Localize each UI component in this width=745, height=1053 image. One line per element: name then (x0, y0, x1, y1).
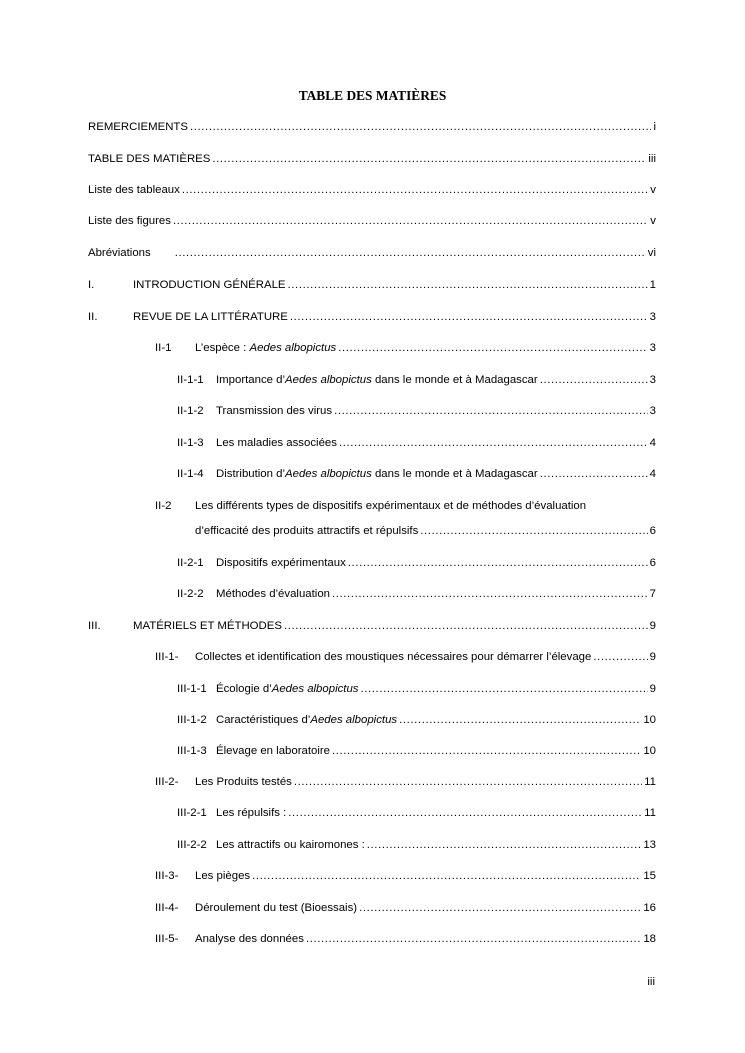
toc-entry-page: 18 (643, 933, 656, 945)
toc-entry-number: III-1-1 (177, 683, 207, 695)
toc-leader (306, 932, 641, 946)
toc-entry-label: Analyse des données (195, 933, 304, 945)
toc-entry-page: 10 (643, 745, 656, 757)
toc-entry-section-2-1[interactable] (155, 341, 656, 355)
toc-leader (288, 278, 648, 292)
toc-entry-number: III-2-2 (177, 839, 207, 851)
toc-entry-number: III-2-1 (177, 807, 207, 819)
toc-entry-number: II-1-4 (177, 468, 204, 480)
toc-entry-page: 4 (649, 468, 656, 480)
toc-entry-section-2-2-2[interactable] (177, 587, 656, 601)
toc-entry-label: Collectes et identification des moustiques nécessaires pour démarrer l’élevage (195, 651, 592, 663)
toc-entry-table-des-matieres[interactable] (88, 152, 656, 166)
toc-entry-label: Méthodes d’évaluation (216, 588, 330, 600)
toc-entry-number: II-2-2 (177, 588, 204, 600)
toc-title: TABLE DES MATIÈRES (298, 88, 447, 103)
toc-entry-page: 3 (649, 405, 656, 417)
toc-entry-page: i (653, 121, 656, 133)
toc-entry-liste-tableaux[interactable] (88, 183, 656, 197)
toc-entry-number: III. (88, 620, 101, 632)
toc-entry-page: 7 (649, 588, 656, 600)
toc-entry-label: INTRODUCTION GÉNÉRALE (133, 279, 286, 291)
toc-entry-section-2-2-line1[interactable] (155, 499, 586, 513)
toc-entry-page: 16 (643, 902, 656, 914)
toc-entry-section-2-1-3[interactable] (177, 436, 656, 450)
toc-entry-section-3-3[interactable] (155, 869, 656, 883)
footer-page-number: iii (647, 976, 655, 988)
toc-entry-label: Caractéristiques d’Aedes albopictus (216, 714, 398, 726)
toc-leader (420, 524, 647, 538)
toc-entry-section-3-1[interactable] (155, 650, 656, 664)
toc-entry-number: III-1-2 (177, 714, 207, 726)
toc-entry-number: III-2- (155, 776, 179, 788)
toc-entry-section-2-1-4[interactable] (177, 467, 656, 481)
toc-entry-label: Les maladies associées (216, 437, 337, 449)
toc-leader (332, 744, 641, 758)
toc-entry-label: Distribution d’Aedes albopictus dans le monde et à Madagascar (216, 468, 538, 480)
toc-entry-section-2-1-1[interactable] (177, 373, 656, 387)
toc-entry-section-3-4[interactable] (155, 901, 656, 915)
toc-entry-abreviations[interactable] (88, 246, 656, 260)
toc-entry-page: 3 (649, 311, 656, 323)
toc-entry-number: II-1-3 (177, 437, 204, 449)
toc-entry-label: MATÉRIELS ET MÉTHODES (133, 620, 282, 632)
toc-entry-section-3-5[interactable] (155, 932, 656, 946)
toc-entry-section-3-2-1[interactable] (177, 806, 656, 820)
toc-entry-label: Les attractifs ou kairomones : (216, 839, 365, 851)
toc-entry-label: TABLE DES MATIÈRES (88, 153, 211, 165)
toc-entry-label: d’efficacité des produits attractifs et répulsifs (195, 525, 419, 537)
toc-entry-section-2-1-2[interactable] (177, 404, 656, 418)
toc-entry-section-3-1-2[interactable] (177, 713, 656, 727)
toc-entry-label: Transmission des virus (216, 405, 333, 417)
toc-entry-number: III-1-3 (177, 745, 207, 757)
toc-entry-number: II-1 (155, 342, 172, 354)
toc-entry-section-3-1-1[interactable] (177, 682, 656, 696)
toc-entry-page: vi (647, 247, 656, 259)
toc-entry-label: Liste des tableaux (88, 184, 180, 196)
toc-entry-label: REVUE DE LA LITTÉRATURE (133, 311, 288, 323)
toc-entry-label: Abréviations (88, 247, 151, 259)
toc-leader (399, 713, 641, 727)
toc-entry-remerciements[interactable] (88, 120, 656, 134)
toc-entry-page: 6 (649, 557, 656, 569)
toc-entry-number: II-2 (155, 500, 172, 512)
toc-entry-label: Les pièges (195, 870, 251, 882)
toc-entry-page: 9 (649, 620, 656, 632)
toc-entry-label: Les Produits testés (195, 776, 292, 788)
toc-entry-page: 3 (649, 342, 656, 354)
toc-entry-page: 1 (649, 279, 656, 291)
toc-leader (173, 214, 648, 228)
toc-leader (339, 436, 648, 450)
toc-entry-section-3-1-3[interactable] (177, 744, 656, 758)
toc-entry-number: III-3- (155, 870, 179, 882)
toc-entry-number: II-1-2 (177, 405, 204, 417)
toc-entry-label: Dispositifs expérimentaux (216, 557, 346, 569)
toc-entry-label: L’espèce : Aedes albopictus (195, 342, 337, 354)
toc-entry-section-3-2[interactable] (155, 775, 656, 789)
toc-leader (190, 120, 651, 134)
toc-entry-chapter-3[interactable] (88, 619, 656, 633)
toc-entry-section-2-2[interactable] (195, 524, 656, 538)
toc-entry-page: 4 (649, 437, 656, 449)
toc-entry-section-2-2-1[interactable] (177, 556, 656, 570)
toc-leader (212, 152, 646, 166)
toc-leader (284, 619, 648, 633)
toc-leader (359, 901, 641, 915)
toc-entry-liste-figures[interactable] (88, 214, 656, 228)
toc-entry-page: 13 (643, 839, 656, 851)
toc-entry-page: 11 (644, 807, 656, 819)
toc-leader (338, 341, 647, 355)
toc-leader (367, 838, 642, 852)
toc-entry-label: Écologie d’Aedes albopictus (216, 683, 359, 695)
toc-entry-page: 3 (649, 374, 656, 386)
toc-entry-page: 10 (643, 714, 656, 726)
toc-leader (348, 556, 648, 570)
toc-leader (182, 183, 648, 197)
toc-entry-label: Liste des figures (88, 215, 171, 227)
toc-entry-number: II. (88, 311, 98, 323)
toc-entry-page: 9 (649, 651, 656, 663)
toc-entry-label: Déroulement du test (Bioessais) (195, 902, 358, 914)
toc-leader (334, 404, 648, 418)
toc-leader (175, 246, 646, 260)
toc-entry-section-3-2-2[interactable] (177, 838, 656, 852)
toc-leader (252, 869, 641, 883)
toc-leader (294, 775, 642, 789)
toc-entry-label: Les répulsifs : (216, 807, 287, 819)
toc-leader (288, 806, 642, 820)
toc-entry-number: I. (88, 279, 95, 291)
toc-leader (332, 587, 648, 601)
toc-entry-number: II-2-1 (177, 557, 204, 569)
toc-leader (540, 373, 648, 387)
toc-entry-label: Importance d’Aedes albopictus dans le monde et à Madagascar (216, 374, 538, 386)
toc-leader (593, 650, 647, 664)
toc-leader (361, 682, 648, 696)
toc-entry-number: III-5- (155, 933, 179, 945)
toc-entry-page: 11 (644, 776, 656, 788)
toc-entry-number: III-1- (155, 651, 179, 663)
toc-entry-number: II-1-1 (177, 374, 204, 386)
toc-entry-page: iii (648, 153, 656, 165)
toc-entry-page: 6 (649, 525, 656, 537)
toc-entry-label-line1: Les différents types de dispositifs expérimentaux et de méthodes d’évaluation (195, 500, 587, 512)
toc-entry-page: 9 (649, 683, 656, 695)
toc-entry-label: Élevage en laboratoire (216, 745, 330, 757)
toc-entry-chapter-2[interactable] (88, 310, 656, 324)
toc-entry-label: REMERCIEMENTS (88, 121, 188, 133)
toc-leader (540, 467, 648, 481)
toc-entry-page: v (650, 184, 656, 196)
toc-entry-number: III-4- (155, 902, 179, 914)
toc-entry-chapter-1[interactable] (88, 278, 656, 292)
toc-leader (290, 310, 648, 324)
toc-entry-page: v (650, 215, 656, 227)
toc-entry-page: 15 (643, 870, 656, 882)
